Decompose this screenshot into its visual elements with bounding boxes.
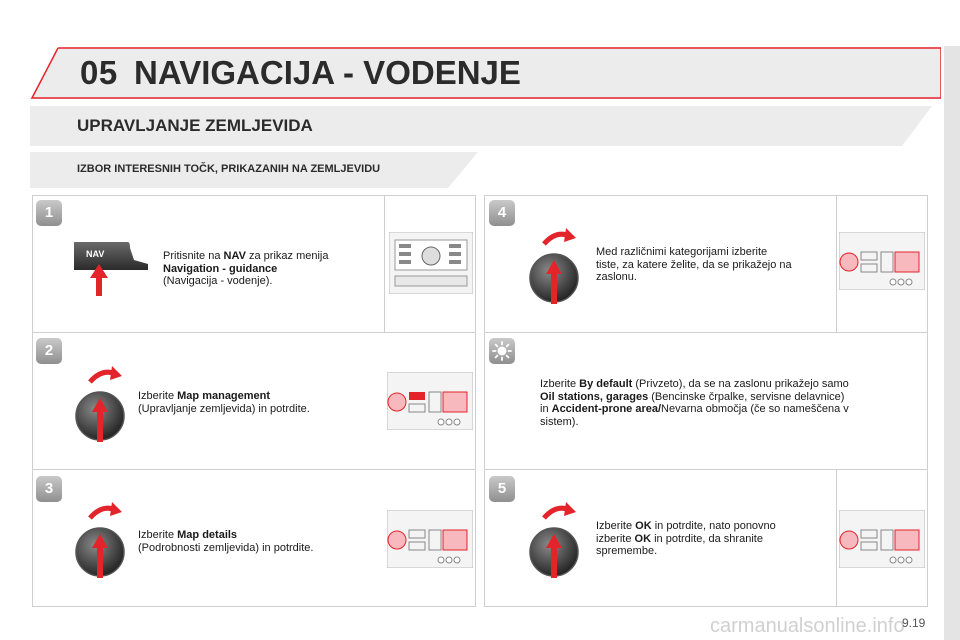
step-2-text: Izberite Map management (Upravljanje zemljevida) in potrdite. xyxy=(138,390,310,415)
right-divider-2 xyxy=(484,469,928,470)
step-4-text: Med različnimi kategorijami izberite tiste, za katere želite, da se prikažejo na zaslonu. xyxy=(596,246,792,283)
rotary-knob-illustration-2 xyxy=(68,364,138,449)
step-badge-2: 2 xyxy=(36,338,62,364)
watermark: carmanualsonline.info xyxy=(710,615,905,637)
tip-text: Izberite By default (Privzeto), da se na zaslonu prikažejo samo Oil stations, garages (Bencinske črpalke, servisne delavnice) in Accident-prone area/Nevarna območja (če so nameščena v sistem). xyxy=(540,378,849,428)
page-edge-strip xyxy=(944,46,960,640)
nav-button-label: NAV xyxy=(86,249,105,259)
step-1-text: Pritisnite na NAV za prikaz menija Navigation - guidance (Navigacija - vodenje). xyxy=(163,250,329,287)
radio-unit-illustration-1 xyxy=(389,232,473,299)
radio-unit-illustration-4 xyxy=(839,232,925,295)
radio-unit-illustration-5 xyxy=(839,510,925,573)
nav-button-illustration xyxy=(70,238,150,300)
step-badge-5: 5 xyxy=(489,476,515,502)
left-image-divider-1 xyxy=(384,195,385,332)
chapter-number: 05 xyxy=(80,54,118,91)
rotary-knob-illustration-5 xyxy=(522,500,592,585)
step-badge-3: 3 xyxy=(36,476,62,502)
step-badge-1: 1 xyxy=(36,200,62,226)
step-badge-4: 4 xyxy=(489,200,515,226)
step-5-text: Izberite OK in potrdite, nato ponovno izberite OK in potrdite, da shranite spremembe. xyxy=(596,520,776,557)
chapter-title: NAVIGACIJA - VODENJE xyxy=(134,54,521,91)
radio-unit-illustration-2 xyxy=(387,372,473,435)
left-divider-2 xyxy=(32,469,476,470)
right-image-divider-5 xyxy=(836,469,837,607)
tip-bulb-icon xyxy=(489,338,515,364)
left-divider-1 xyxy=(32,332,476,333)
right-divider-1 xyxy=(484,332,928,333)
rotary-knob-illustration-4 xyxy=(522,226,592,311)
page-number: 9.19 xyxy=(902,616,926,630)
rotary-knob-illustration-3 xyxy=(68,500,138,585)
right-image-divider-1 xyxy=(836,195,837,332)
step-3-text: Izberite Map details (Podrobnosti zemljevida) in potrdite. xyxy=(138,529,314,554)
subsection-title: IZBOR INTERESNIH TOČK, PRIKAZANIH NA ZEMLJEVIDU xyxy=(77,163,381,175)
section-title: UPRAVLJANJE ZEMLJEVIDA xyxy=(77,116,313,135)
radio-unit-illustration-3 xyxy=(387,510,473,573)
